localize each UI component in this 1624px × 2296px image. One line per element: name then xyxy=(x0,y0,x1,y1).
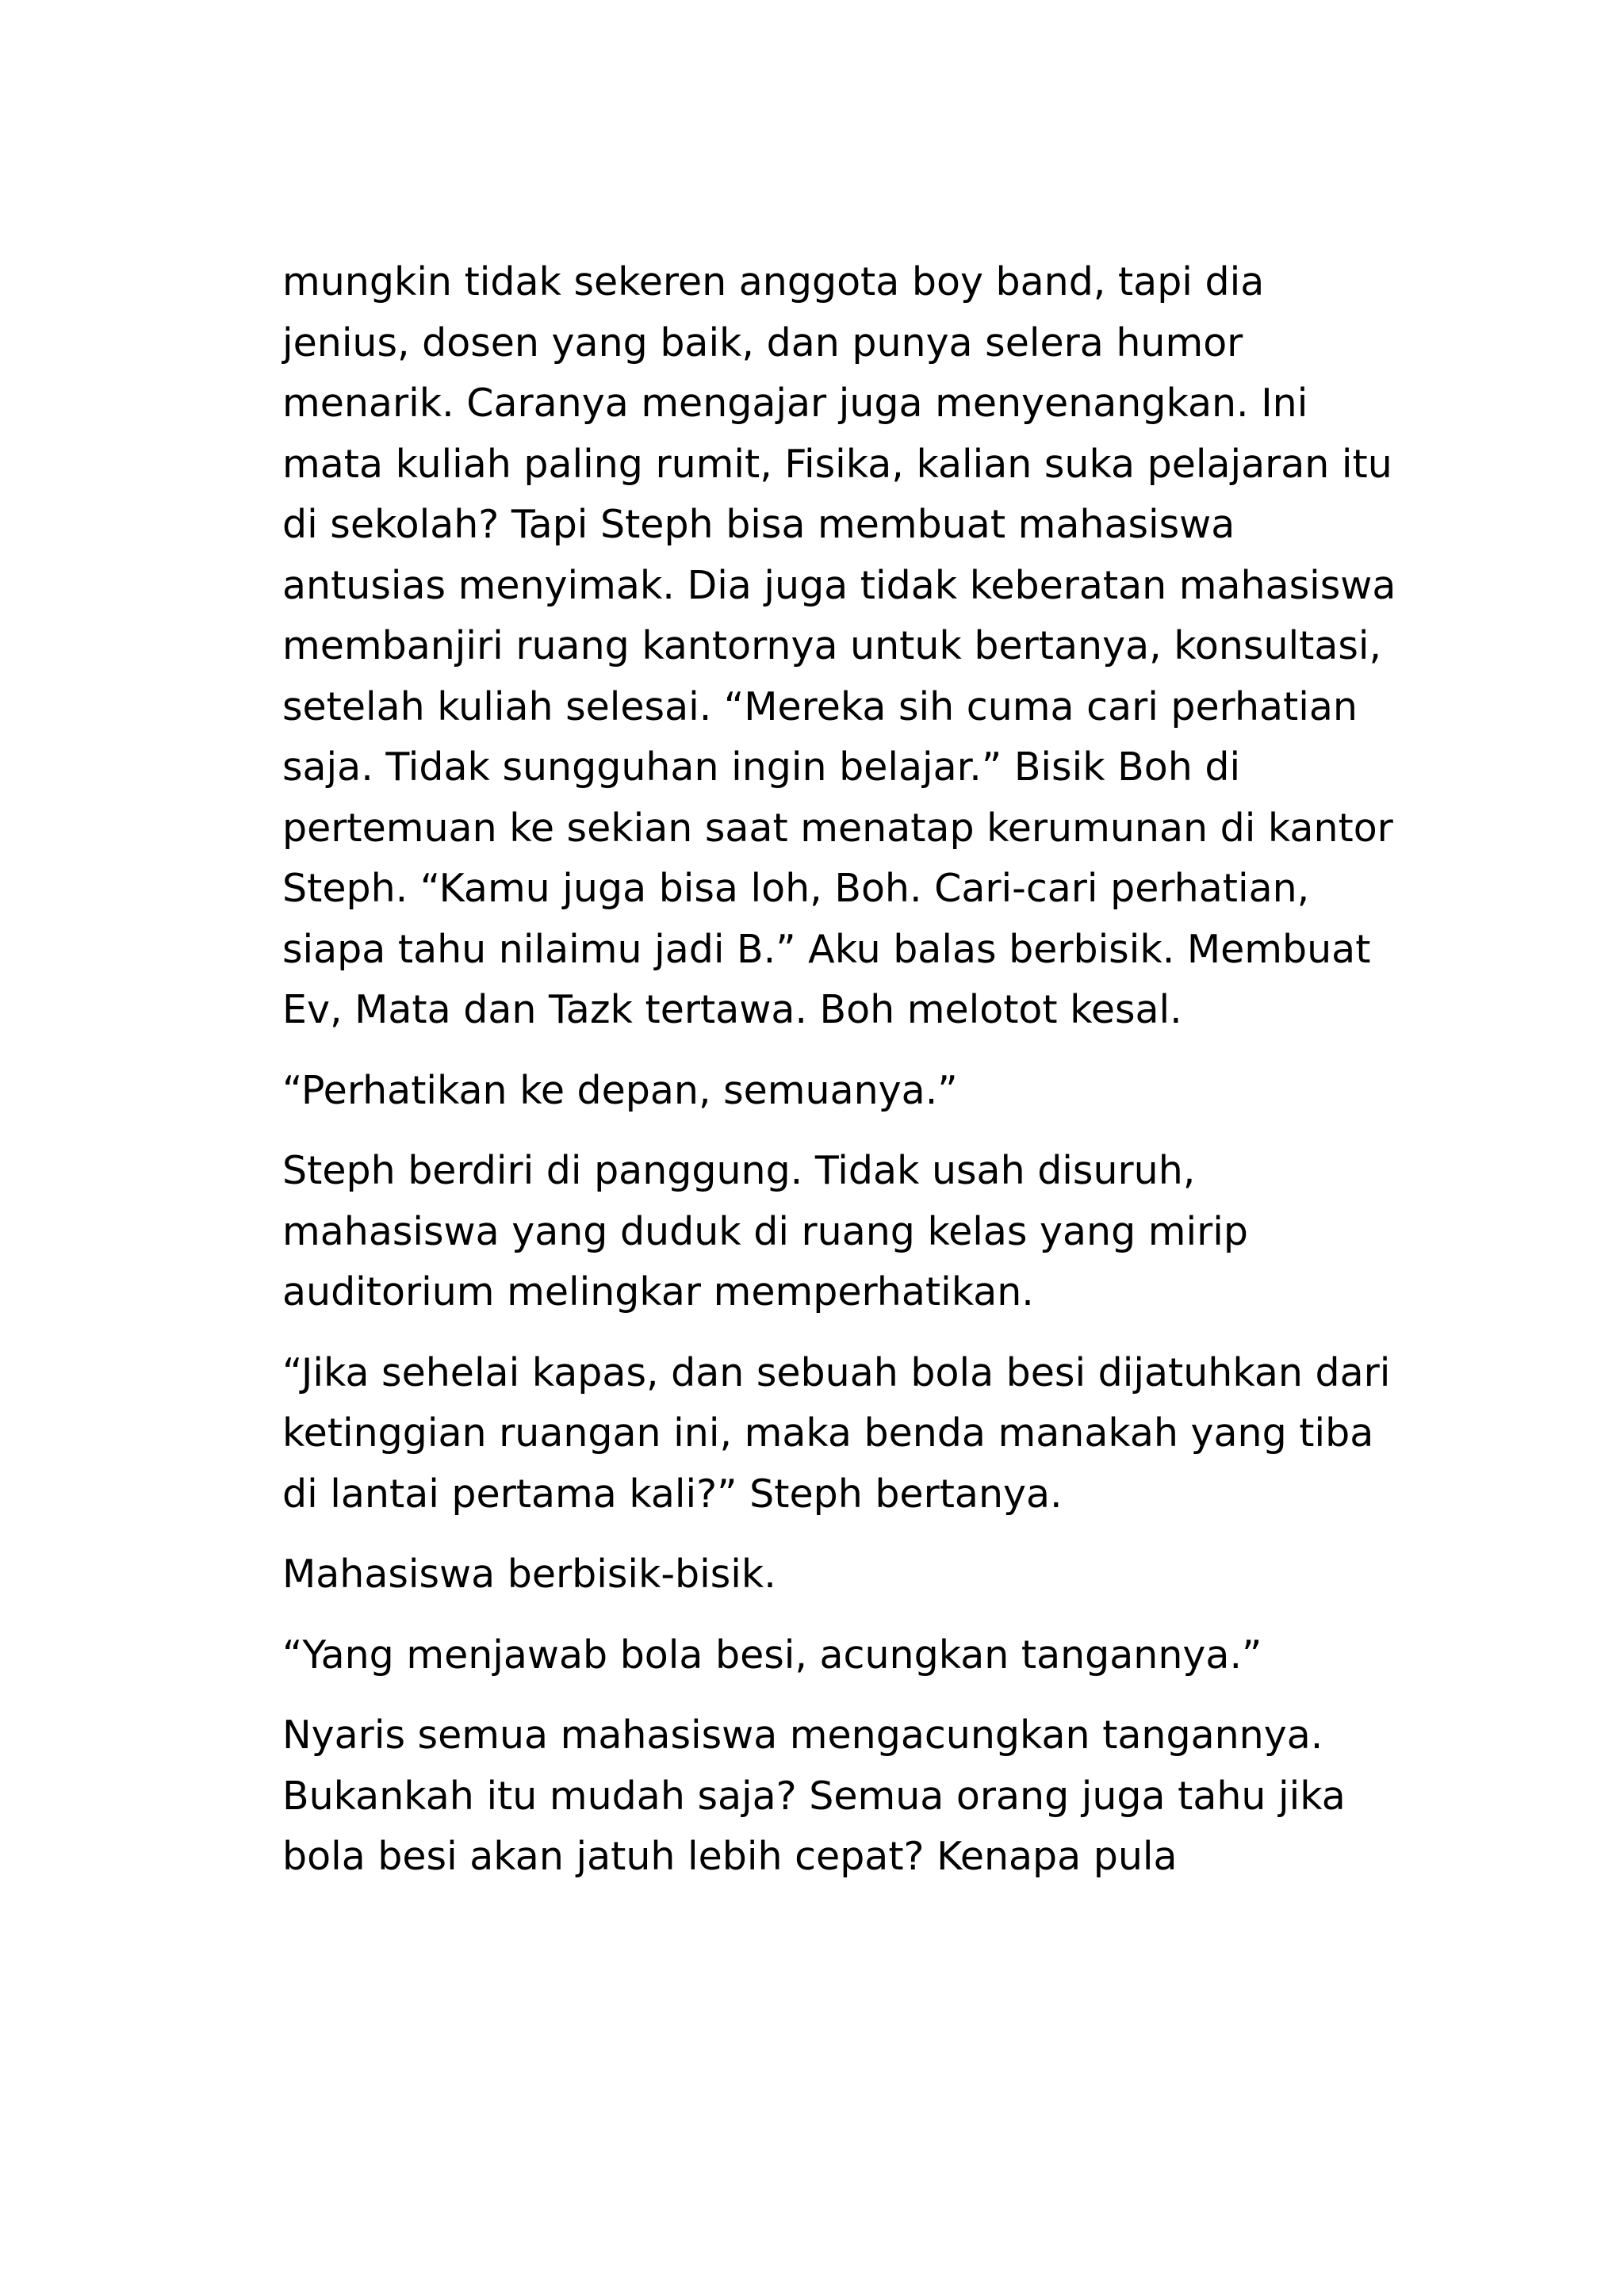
text-line: Nyaris semua mahasiswa mengacungkan tangannya. xyxy=(282,1712,1323,1758)
paragraph xyxy=(282,1343,1408,1525)
text-line: “Yang menjawab bola besi, acungkan tangannya.” xyxy=(282,1632,1262,1678)
text-line: auditorium melingkar memperhatikan. xyxy=(282,1269,1034,1314)
text-line: Mahasiswa berbisik-bisik. xyxy=(282,1552,776,1597)
text-line: jenius, dosen yang baik, dan punya selera humor xyxy=(282,320,1243,365)
text-line: menarik. Caranya mengajar juga menyenangkan. Ini xyxy=(282,381,1308,426)
text-line: Steph. “Kamu juga bisa loh, Boh. Cari-cari perhatian, xyxy=(282,866,1310,911)
text-line: “Perhatikan ke depan, semuanya.” xyxy=(282,1067,958,1113)
text-line: mahasiswa yang duduk di ruang kelas yang mirip xyxy=(282,1208,1248,1254)
text-line: ketinggian ruangan ini, maka benda manakah yang tiba xyxy=(282,1410,1374,1456)
paragraph xyxy=(282,1141,1408,1323)
text-line: Bukankah itu mudah saja? Semua orang juga tahu jika xyxy=(282,1773,1346,1819)
text-line: saja. Tidak sungguhan ingin belajar.” Bisik Boh di xyxy=(282,744,1241,790)
text-line: setelah kuliah selesai. “Mereka sih cuma cari perhatian xyxy=(282,683,1358,729)
body-text xyxy=(282,252,1408,1908)
text-line: mungkin tidak sekeren anggota boy band, tapi dia xyxy=(282,259,1265,304)
text-line: membanjiri ruang kantornya untuk bertanya, konsultasi, xyxy=(282,623,1382,668)
paragraph xyxy=(282,1061,1408,1122)
text-line: mata kuliah paling rumit, Fisika, kalian suka pelajaran itu xyxy=(282,441,1392,487)
text-line: di lantai pertama kali?” Steph bertanya. xyxy=(282,1471,1063,1517)
text-line: bola besi akan jatuh lebih cepat? Kenapa pula xyxy=(282,1834,1178,1879)
paragraph xyxy=(282,1705,1408,1888)
text-line: di sekolah? Tapi Steph bisa membuat mahasiswa xyxy=(282,502,1235,547)
text-line: antusias menyimak. Dia juga tidak keberatan mahasiswa xyxy=(282,562,1396,608)
text-line: Steph berdiri di panggung. Tidak usah disuruh, xyxy=(282,1148,1196,1193)
text-line: “Jika sehelai kapas, dan sebuah bola besi dijatuhkan dari xyxy=(282,1349,1391,1395)
paragraph xyxy=(282,1625,1408,1686)
paragraph xyxy=(282,252,1408,1041)
text-line: Ev, Mata dan Tazk tertawa. Boh melotot kesal. xyxy=(282,987,1182,1032)
paragraph xyxy=(282,1544,1408,1605)
text-line: pertemuan ke sekian saat menatap kerumunan di kantor xyxy=(282,805,1393,851)
text-line: siapa tahu nilaimu jadi B.” Aku balas berbisik. Membuat xyxy=(282,926,1371,972)
